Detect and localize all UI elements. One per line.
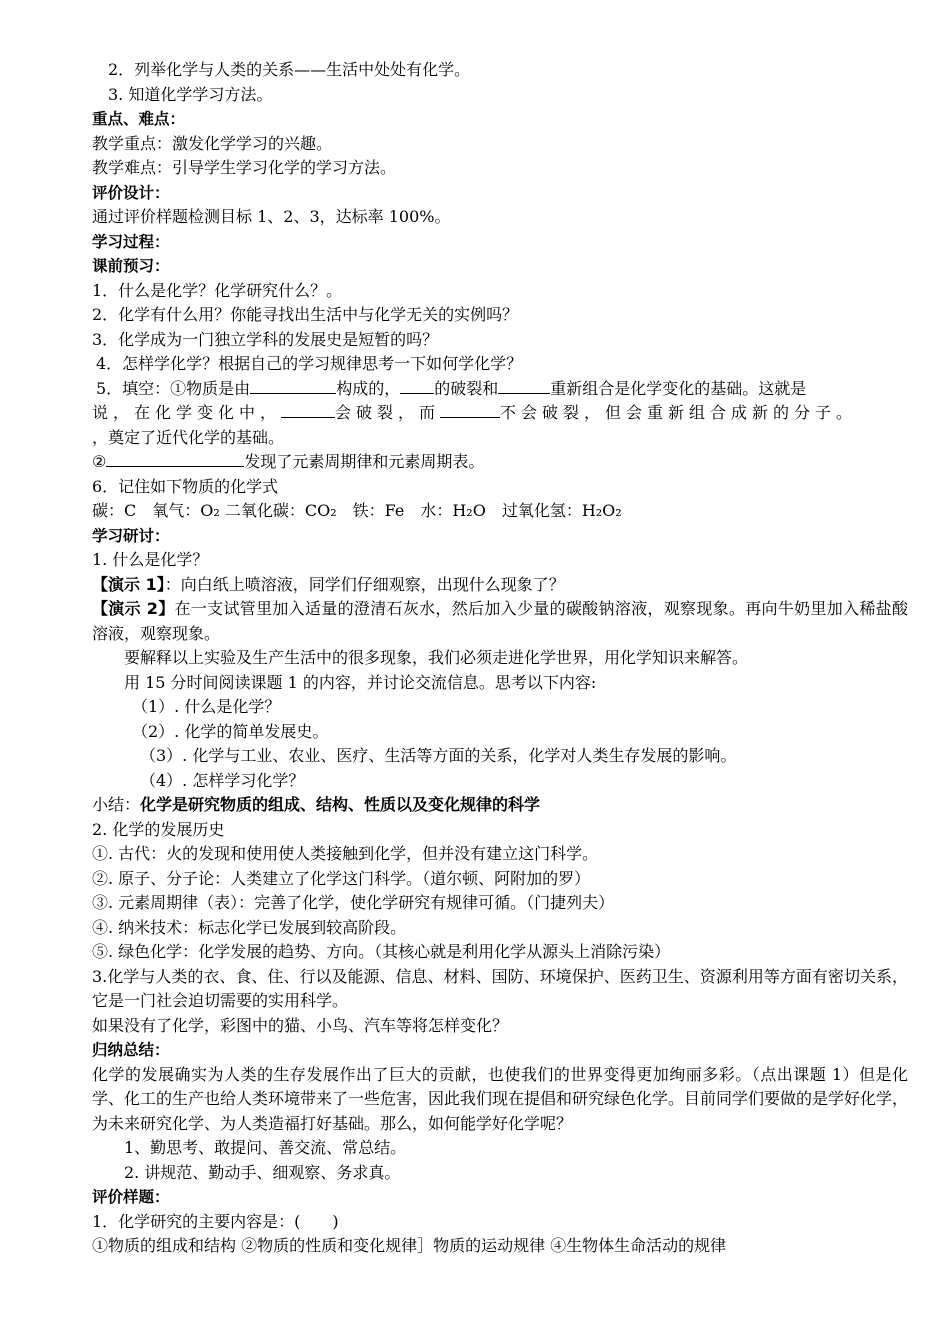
evaluation-design-heading: 评价设计：: [92, 183, 170, 202]
think-item-2: （2）. 化学的简单发展史。: [132, 721, 329, 741]
think-item-4: （4）. 怎样学习化学？: [140, 770, 305, 790]
conclusion-heading: 归纳总结：: [92, 1041, 170, 1059]
summary-text: 化学是研究物质的组成、结构、性质以及变化规律的科学: [140, 795, 541, 814]
goal-item-2: 2．列举化学与人类的关系——生活中处处有化学。: [108, 60, 471, 79]
history-item-2: ②. 原子、分子论：人类建立了化学这门科学。（道尔顿、阿附加的罗）: [92, 868, 591, 888]
reflection-question: 如果没有了化学，彩图中的猫、小鸟、汽车等将怎样变化？: [92, 1015, 509, 1035]
preview-heading: 课前预习：: [92, 257, 170, 275]
fill-text: ②: [92, 452, 107, 471]
sample-heading: 评价样题：: [92, 1188, 170, 1206]
preview-question-6: 6．记住如下物质的化学式: [92, 476, 279, 496]
fill-text: 说，在化学变化中，: [92, 403, 282, 422]
answer-blank[interactable]: [281, 403, 335, 418]
sample-options: ①物质的组成和结构 ②物质的性质和变化规律］物质的运动规律 ④生物体生命活动的规律: [92, 1236, 727, 1255]
teaching-difficulty: 教学难点：引导学生学习化学的学习方法。: [92, 158, 397, 177]
method-item-1: 1、勤思考、敢提问、善交流、常总结。: [124, 1138, 407, 1157]
history-item-5: ⑤. 绿色化学：化学发展的趋势、方向。（其核心就是利用化学从源头上消除污染）: [92, 942, 671, 961]
fill-text: 的破裂和: [434, 378, 499, 398]
preview-question-1: 1．什么是化学？化学研究什么？。: [92, 280, 343, 300]
study-item-3: 3.化学与人类的衣、食、住、行以及能源、信息、材料、国防、环境保护、医药卫生、资源利用等方面有密切关系，它是一门社会迫切需要的实用科学。: [92, 966, 908, 1010]
fill-in-line-4: [92, 450, 908, 475]
fill-text: 构成的，: [336, 378, 401, 398]
answer-blank[interactable]: [250, 379, 336, 394]
history-item-1: ①. 古代：火的发现和使用使人类接触到化学，但并没有建立这门科学。: [92, 844, 599, 863]
fill-text: 不会破裂，但会重新组合成新的分子。: [500, 403, 858, 422]
document-page: [92, 58, 908, 1259]
fill-in-line-1: [92, 377, 908, 402]
fill-text: 发现了元素周期律和元素周期表。: [244, 452, 485, 471]
demo-text: ：向白纸上喷溶液，同学们仔细观察，出现什么现象了？: [164, 574, 565, 594]
study-item-1: 1. 什么是化学？: [92, 550, 209, 569]
answer-blank[interactable]: [106, 452, 244, 467]
key-points-heading: 重点、难点：: [92, 110, 186, 128]
summary-label: 小结：: [92, 795, 141, 814]
summary: [92, 793, 908, 818]
fill-text: ，奠定了近代化学的基础。: [92, 427, 285, 447]
demo-2: [92, 597, 908, 646]
method-item-2: 2. 讲规范、勤动手、细观察、务求真。: [124, 1162, 401, 1182]
preview-question-3: 3．化学成为一门独立学科的发展史是短暂的吗？: [92, 329, 439, 349]
demo-text: 在一支试管里加入适量的澄清石灰水，然后加入少量的碳酸钠溶液，观察现象。再向牛奶里加入稀盐酸溶液，观察现象。: [92, 599, 908, 643]
think-item-1: （1）. 什么是化学？: [132, 697, 281, 716]
goal-item-3: 3. 知道化学学习方法。: [108, 84, 273, 104]
evaluation-design-text: 通过评价样题检测目标 1、2、3，达标率 100%。: [92, 207, 451, 226]
fill-text: 5．填空：①物质是由: [96, 378, 251, 398]
fill-text: 会破裂，而: [335, 403, 441, 422]
answer-blank[interactable]: [440, 403, 500, 418]
study-discussion-heading: 学习研讨：: [92, 526, 170, 545]
teaching-focus: 教学重点：激发化学学习的兴趣。: [92, 133, 333, 153]
fill-in-line-3: [92, 426, 908, 451]
sample-question-1: 1．化学研究的主要内容是：( ): [92, 1211, 339, 1231]
history-item-4: ④. 纳米技术：标志化学已发展到较高阶段。: [92, 917, 407, 937]
fill-text: 重新组合是化学变化的基础。这就是: [550, 378, 807, 398]
explain-text: 要解释以上实验及生产生活中的很多现象，我们必须走进化学世界，用化学知识来解答。: [124, 648, 749, 667]
demo-label: 【演示 2】: [92, 599, 175, 618]
conclusion-text: 化学的发展确实为人类的生存发展作出了巨大的贡献，也使我们的世界变得更加绚丽多彩。（点出课题 1）但是化学、化工的生产也给人类环境带来了一些危害，因此我们现在提倡和研究绿色化学。目前同学们要做的是学好化学，为未来研究化学、为人类造福打好基础。那么，如何能学好化学呢？: [92, 1064, 909, 1133]
learning-process-heading: 学习过程：: [92, 232, 170, 251]
fill-in-line-2: [92, 401, 908, 426]
answer-blank[interactable]: [498, 379, 550, 394]
study-item-2: 2. 化学的发展历史: [92, 819, 225, 839]
chemical-formulas: 碳：C 氧气：O₂ 二氧化碳：CO₂ 铁：Fe 水：H₂O 过氧化氢：H₂O₂: [92, 501, 622, 520]
reading-task: 用 15 分时间阅读课题 1 的内容，并讨论交流信息。思考以下内容:: [124, 672, 597, 692]
history-item-3: ③. 元素周期律（表）：完善了化学，使化学研究有规律可循。（门捷列夫）: [92, 893, 615, 912]
preview-question-2: 2．化学有什么用？你能寻找出生活中与化学无关的实例吗？: [92, 305, 519, 324]
demo-label: 【演示 1】: [92, 574, 165, 594]
think-item-3: （3）. 化学与工业、农业、医疗、生活等方面的关系，化学对人类生存发展的影响。: [140, 746, 737, 765]
answer-blank[interactable]: [400, 379, 434, 394]
preview-question-4: 4．怎样学化学？根据自己的学习规律思考一下如何学化学？: [96, 354, 523, 373]
demo-1: [92, 573, 908, 598]
